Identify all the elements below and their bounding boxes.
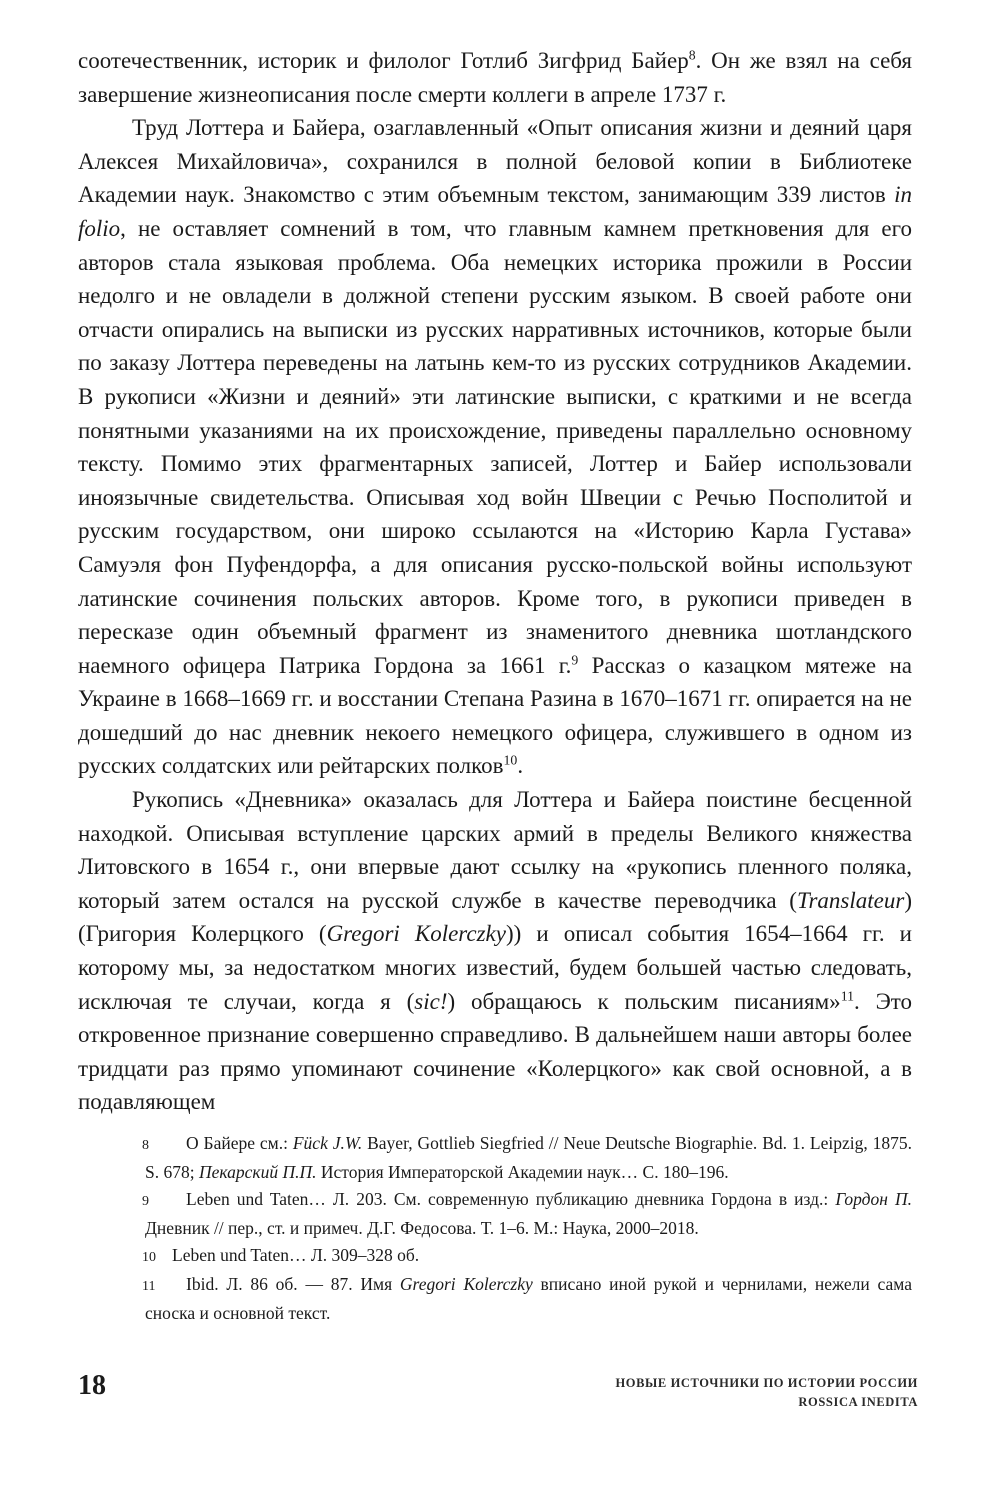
paragraph-2-text-c: Рассказ о казацком мятеже на Украине в 1668–1669 гг. и восстании Степана Разина в 1670–1671 гг. опирается на не дошедший до нас дневник некоего немецкого офицера, служившего в одном из русских солдатских или рейтарских полков [78, 652, 912, 779]
footnote-number: 10 [142, 1250, 156, 1265]
paragraph-2-italic-in-folio: in folio [78, 182, 912, 241]
footnote-8-italic-b: Пекарский П.П. [198, 1162, 317, 1182]
footnotes [142, 1130, 912, 1327]
footnote-9 [142, 1186, 912, 1242]
paragraph-3 [78, 783, 912, 1119]
series-title: НОВЫЕ ИСТОЧНИКИ ПО ИСТОРИИ РОССИИ [615, 1376, 918, 1390]
footnote-10 [142, 1242, 912, 1271]
footnote-8-text-c: История Императорской Академии наук… С. 180–196. [316, 1162, 729, 1182]
paragraph-2-text-b: , не оставляет сомнений в том, что главным камнем преткновения для его авторов стала языковая проблема. Оба немецких историка прожили в России недолго и не овладели в должной степени русским языком. В своей работе они отчасти опирались на выписки из русских нарративных источников, которые были по заказу Лоттера переведены на латынь кем-то из русских сотрудников Академии. В рукописи «Жизни и деяний» эти латинские выписки, с краткими и не всегда понятными указаниями на их происхождение, приведены параллельно основному тексту. Помимо этих фрагментарных записей, Лоттер и Байер использовали иноязычные свидетельства. Описывая ход войн Швеции с Речью Посполитой и русским государством, они широко ссылаются на «Историю Карла Густава» Самуэля фон Пуфендорфа, а для описания русско-польской войны используют латинские сочинения польских авторов. Кроме того, в рукописи приведен в пересказе один объемный фрагмент из знаменитого дневника шотландского наемного офицера Патрика Гордона за 1661 г. [78, 215, 912, 678]
footnote-10-text: Leben und Taten… Л. 309–328 об. [172, 1245, 420, 1265]
footnote-9-italic: Гордон П. [835, 1189, 912, 1209]
footnote-ref-11[interactable]: 11 [840, 987, 854, 1003]
footnote-11-italic: Gregori Kolerczky [399, 1274, 533, 1294]
paragraph-1 [78, 44, 912, 111]
paragraph-1-text-b: . Он же взял на себя завершение жизнеописания после смерти коллеги в апреле 1737 г. [78, 48, 913, 107]
paragraph-3-text-a: Рукопись «Дневника» оказалась для Лоттера и Байера поистине бесценной находкой. Описывая вступление царских армий в пределы Великого княжества Литовского в 1654 г., они впервые дают ссылку на «рукопись пленного поляка, который затем остался на русской службе в качестве переводчика ( [78, 787, 912, 913]
footnote-ref-8[interactable]: 8 [688, 47, 696, 63]
footnote-ref-10[interactable]: 10 [503, 752, 518, 768]
main-text [78, 44, 912, 1119]
paragraph-2-text-d: . [517, 753, 524, 779]
footnote-11-text-b: вписано иной рукой и чернилами, нежели сама сноска и основной текст. [145, 1274, 912, 1323]
footnote-8-text-a: О Байере см.: [186, 1133, 293, 1153]
paragraph-3-text-c: )) и описал события 1654–1664 гг. и которому мы, за недостатком многих известий, будем большей частью следовать, исключая те случаи, когда я ( [78, 921, 912, 1014]
footnote-number: 11 [142, 1279, 156, 1294]
footnote-8 [142, 1130, 912, 1186]
running-footer [615, 1374, 918, 1412]
paragraph-1-text-a: соотечественник, историк и филолог Готлиб Зигфрид Байер [78, 48, 689, 73]
series-subtitle: ROSSICA INEDITA [798, 1395, 918, 1409]
paragraph-3-text-b: ) (Григория Колерцкого ( [78, 887, 912, 947]
paragraph-3-italic-kolerczky: Gregori Kolerczky [326, 921, 506, 947]
paragraph-2-text-a: Труд Лоттера и Байера, озаглавленный «Опыт описания жизни и деяний царя Алексея Михайловича», сохранился в полной беловой копии в Библиотеке Академии наук. Знакомство с этим объемным текстом, занимающим 339 листов [78, 115, 912, 208]
footnote-11 [142, 1271, 912, 1327]
footnote-8-text-b: Bayer, Gottlieb Siegfried // Neue Deutsche Biographie. Bd. 1. Leipzig, 1875. S. 678; [145, 1133, 912, 1182]
footnote-ref-9[interactable]: 9 [571, 652, 579, 668]
footnote-9-text-a: Leben und Taten… Л. 203. См. современную публикацию дневника Гордона в изд.: [186, 1189, 836, 1209]
paragraph-2 [78, 111, 912, 783]
footnote-number: 9 [142, 1194, 149, 1209]
paragraph-3-italic-translateur: Translateur [796, 887, 905, 913]
paragraph-3-text-e: . Это откровенное признание совершенно справедливо. В дальнейшем наши авторы более тридцати раз прямо упоминают сочинение «Колерцкого» как свой основной, а в подавляющем [78, 988, 913, 1115]
footnote-number: 8 [142, 1138, 149, 1153]
paragraph-3-text-d: ) обращаюсь к польским писаниям» [447, 988, 841, 1014]
footnote-8-italic-a: Fück J.W. [292, 1133, 363, 1153]
paragraph-3-italic-sic: sic! [414, 988, 448, 1014]
footnote-11-text-a: Ibid. Л. 86 об. — 87. Имя [186, 1274, 400, 1294]
page-number: 18 [78, 1370, 106, 1401]
footnote-9-text-b: Дневник // пер., ст. и примеч. Д.Г. Федосова. Т. 1–6. М.: Наука, 2000–2018. [145, 1218, 699, 1238]
